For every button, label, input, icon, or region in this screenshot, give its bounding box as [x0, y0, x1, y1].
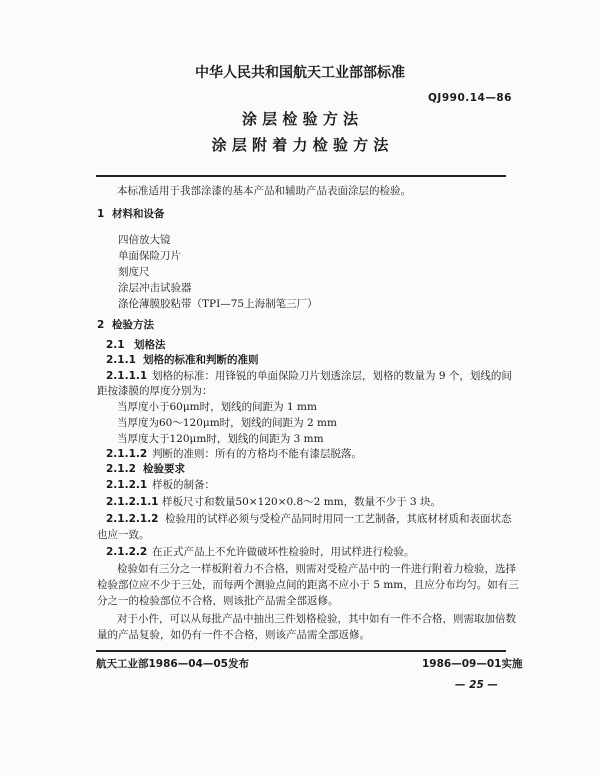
clause-number: 2.1.2: [106, 463, 136, 475]
section-1-number: 1: [97, 208, 105, 220]
issuing-organization: 中华人民共和国航天工业部部标准: [195, 65, 405, 81]
equipment-item: 刻度尺: [118, 266, 150, 278]
header-rule: [96, 175, 506, 177]
section-1-title: 材料和设备: [112, 208, 165, 220]
clause-title: 检验要求: [143, 463, 185, 475]
clause-text: 也应一致。: [97, 529, 150, 541]
paragraph-line: 检验部位应不少于三处，而每两个测验点间的距离不应小于 5 mm，且应分布均匀。如有三: [97, 579, 519, 591]
clause-text: 距按漆膜的厚度分别为：: [97, 385, 213, 397]
clause-text: 检验用的试样必须与受检产品同时用同一工艺制备，其底材材质和表面状态: [165, 513, 512, 525]
effective-date: 1986—09—01实施: [422, 658, 523, 670]
clause-number: 2.1.2.1.2: [106, 513, 159, 525]
spacing-case: 当厚度小于60μm时，划线的间距为 1 mm: [117, 401, 317, 413]
clause-number: 2.1.1.2: [106, 448, 148, 460]
clause-text: 划格的标准：用锋锐的单面保险刀片划透涂层，划格的数量为 9 个，划线的间: [152, 370, 512, 382]
footer-rule: [96, 650, 506, 652]
paragraph-line: 分之一的检验部位不合格，则该批产品需全部返修。: [97, 595, 339, 607]
clause-title: 划格法: [134, 339, 166, 351]
clause-number: 2.1.1: [106, 354, 136, 366]
clause-text: 在正式产品上不允许做破坏性检验时，用试样进行检验。: [152, 546, 415, 558]
spacing-case: 当厚度大于120μm时，划线的间距为 3 mm: [117, 433, 324, 445]
section-2-title: 检验方法: [112, 319, 154, 331]
equipment-item: 四倍放大镜: [118, 234, 171, 246]
clause-number: 2.1.2.1.1: [106, 496, 159, 508]
clause-number: 2.1.1.1: [106, 370, 148, 382]
clause-number: 2.1.2.2: [106, 546, 148, 558]
equipment-item: 涤伦薄膜胶粘带（TPI—75上海制笔三厂）: [118, 298, 318, 310]
clause-number: 2.1.2.1: [106, 479, 148, 491]
clause-text: 样板尺寸和数量50×120×0.8～2 mm，数量不少于 3 块。: [162, 496, 441, 508]
section-2-number: 2: [97, 319, 105, 331]
clause-title: 划格的标准和判断的准则: [143, 354, 259, 366]
clause-text: 样板的制备：: [152, 479, 215, 491]
clause-text: 判断的准则：所有的方格均不能有漆层脱落。: [152, 448, 362, 460]
equipment-item: 涂层冲击试验器: [118, 282, 192, 294]
paragraph-line: 量的产品复验，如仍有一件不合格，则该产品需全部返修。: [97, 629, 370, 641]
equipment-item: 单面保险刀片: [118, 250, 181, 262]
clause-number: 2.1: [106, 339, 125, 351]
intro-text: 本标准适用于我部涂漆的基本产品和辅助产品表面涂层的检验。: [117, 185, 411, 197]
issue-date: 航天工业部1986—04—05发布: [96, 658, 249, 670]
spacing-case: 当厚度为60～120μm时，划线的间距为 2 mm: [117, 417, 337, 429]
paragraph-line: 检验如有三分之一样板附着力不合格，则需对受检产品中的一件进行附着力检验，选择: [117, 563, 516, 575]
page-number: — 25 —: [455, 679, 498, 691]
document-title: 涂 层 检 验 方 法: [241, 110, 359, 128]
document-subtitle: 涂 层 附 着 力 检 验 方 法: [211, 136, 389, 154]
paragraph-line: 对于小件，可以从每批产品中抽出三件划格检验，其中如有一件不合格，则需取加倍数: [117, 613, 516, 625]
standard-code: QJ990.14—86: [428, 92, 512, 104]
